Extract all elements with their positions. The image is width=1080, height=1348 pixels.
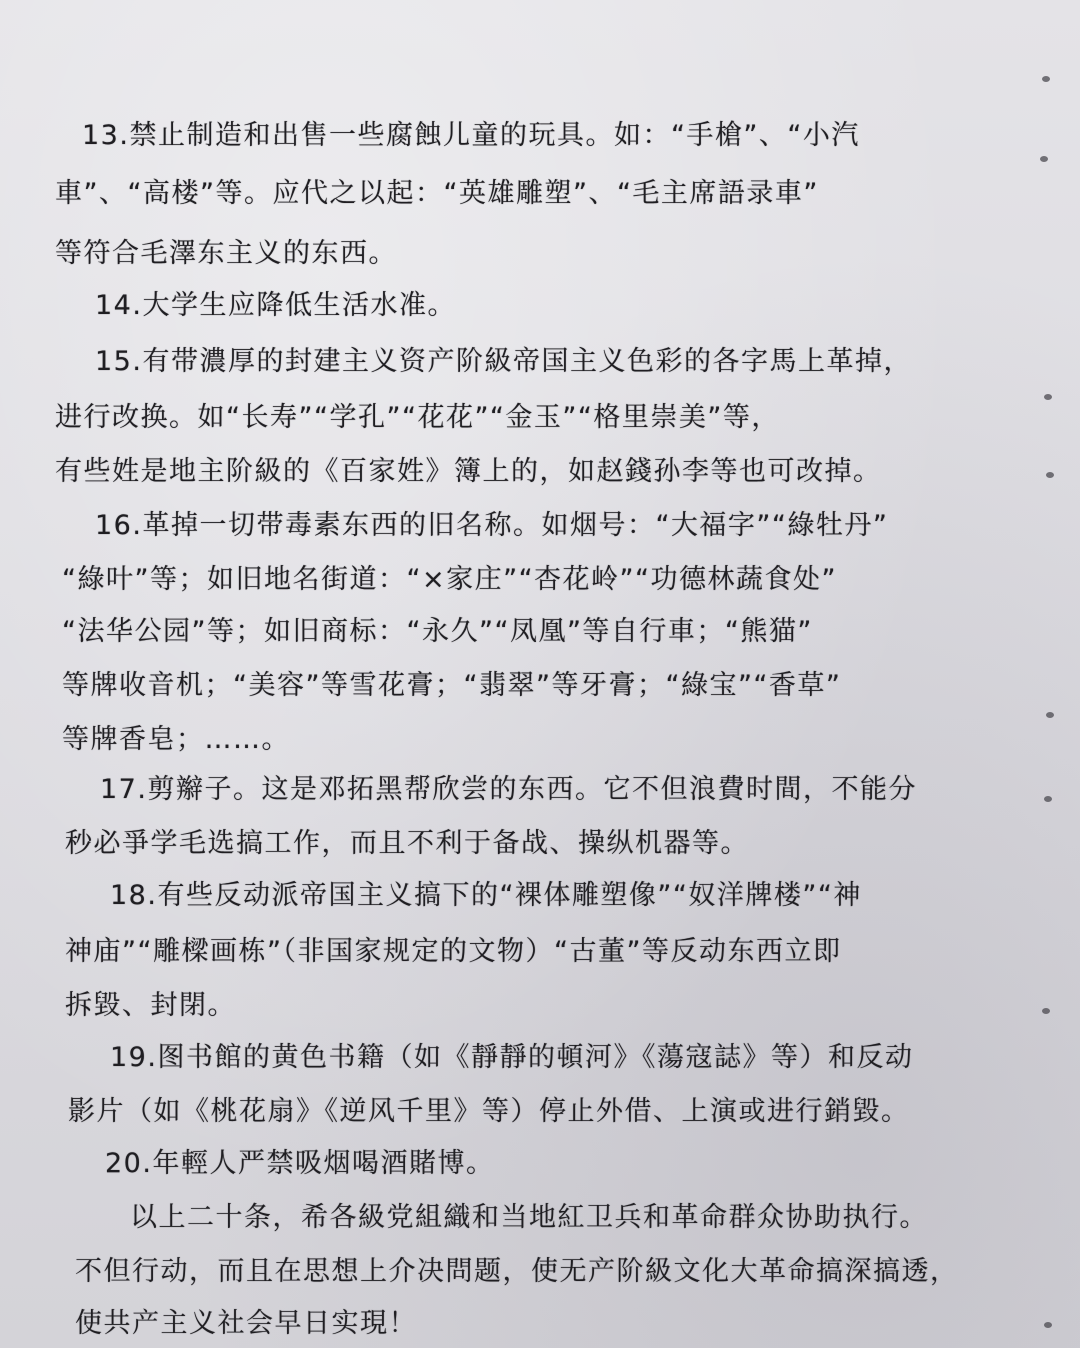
punch-hole-mark (1044, 796, 1052, 802)
punch-hole-mark (1044, 394, 1052, 400)
text-line-23: 使共产主义社会早日实現！ (75, 1308, 417, 1339)
text-line-3: 等符合毛澤东主义的东西。 (55, 238, 397, 269)
text-line-16: 神庙”“雕樑画栋”（非国家规定的文物）“古董”等反动东西立即 (65, 936, 842, 967)
text-line-22: 不但行动，而且在思想上介决問题，使无产阶級文化大革命搞深搞透， (75, 1256, 959, 1287)
text-line-18: 19.图书館的黄色书籍（如《靜靜的頓河》《蕩寇誌》等）和反动 (110, 1042, 914, 1073)
punch-hole-mark (1046, 472, 1054, 478)
text-line-6: 进行改换。如“长寿”“学孔”“花花”“金玉”“格里崇美”等， (55, 402, 780, 433)
text-line-19: 影片（如《桃花扇》《逆风千里》等）停止外借、上演或进行銷毀。 (68, 1096, 910, 1127)
text-line-1: 13.禁止制造和出售一些腐蝕儿童的玩具。如：“手槍”、“小汽 (82, 120, 860, 151)
text-line-5: 15.有带濃厚的封建主义资产阶級帝国主义色彩的各字馬上革掉， (95, 346, 912, 377)
text-line-10: “法华公园”等；如旧商标：“永久”“凤凰”等自行車；“熊猫” (62, 616, 813, 647)
text-line-7: 有些姓是地主阶級的《百家姓》簿上的，如赵錢孙李等也可改掉。 (55, 456, 882, 487)
text-line-13: 17.剪辮子。这是邓拓黑帮欣尝的东西。它不但浪費时間，不能分 (100, 774, 917, 805)
punch-hole-mark (1042, 76, 1050, 82)
text-line-9: “綠叶”等；如旧地名街道：“×家庄”“杏花岭”“功德林蔬食处” (62, 564, 838, 595)
text-line-8: 16.革掉一切带毒素东西的旧名称。如烟号：“大福字”“綠牡丹” (95, 510, 889, 541)
punch-hole-mark (1042, 1008, 1050, 1014)
text-line-4: 14.大学生应降低生活水准。 (95, 290, 456, 321)
punch-hole-mark (1040, 156, 1048, 162)
text-line-20: 20.年輕人严禁吸烟喝酒賭博。 (105, 1148, 495, 1179)
text-line-17: 拆毀、封閉。 (65, 990, 236, 1021)
punch-hole-mark (1046, 712, 1054, 718)
text-line-15: 18.有些反动派帝国主义搞下的“裸体雕塑像”“奴洋牌楼”“神 (110, 880, 862, 911)
text-line-11: 等牌收音机；“美容”等雪花膏；“翡翠”等牙膏；“綠宝”“香草” (62, 670, 842, 701)
text-line-2: 車”、“高楼”等。应代之以起：“英雄雕塑”、“毛主席語录車” (55, 178, 819, 209)
text-line-14: 秒必爭学毛选搞工作，而且不利于备战、操纵机器等。 (65, 828, 749, 859)
punch-hole-mark (1044, 1322, 1052, 1328)
text-line-21: 以上二十条，希各級党組織和当地紅卫兵和革命群众协助执行。 (130, 1202, 928, 1233)
text-line-12: 等牌香皂；……。 (62, 724, 290, 755)
